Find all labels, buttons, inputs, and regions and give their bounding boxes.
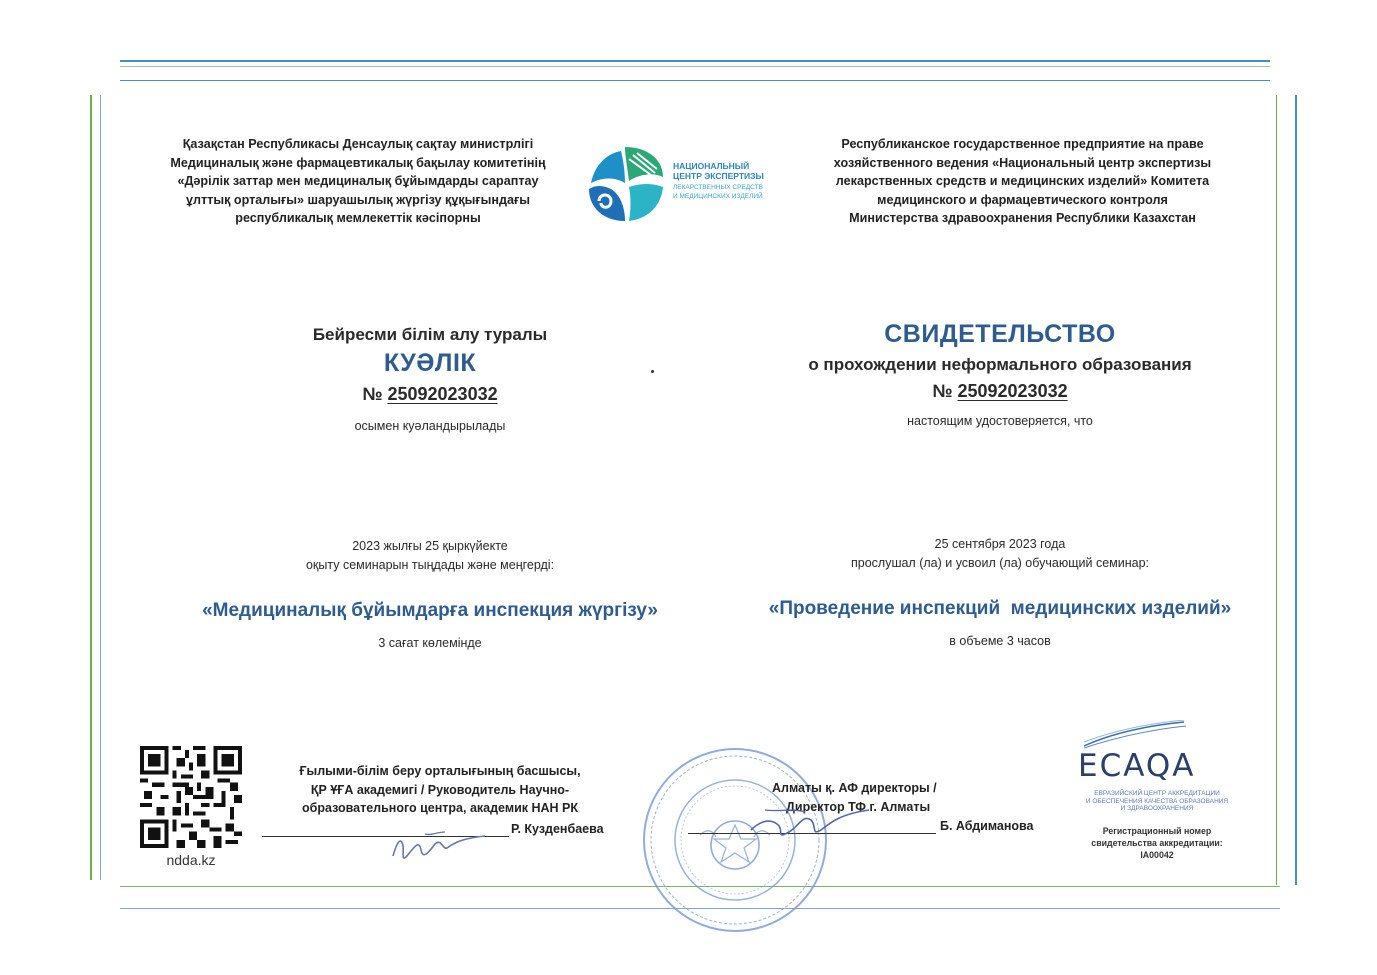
ecaqa-block: [1072, 720, 1242, 861]
header-left-line: Қазақстан Республикасы Денсаулық сақтау министрлігі: [182, 137, 534, 151]
kz-number: [230, 384, 630, 405]
site-label: ndda.kz: [166, 852, 216, 868]
logo-line: ЛЕКАРСТВЕННЫХ СРЕДСТВ: [673, 184, 763, 191]
kz-date: 2023 жылғы 25 қыркүйекте: [352, 539, 508, 553]
header-right-line: лекарственных средств и медицинских изделий» Комитета: [835, 174, 1210, 188]
ecaqa-desc-line: ЕВРАЗИЙСКИЙ ЦЕНТР АККРЕДИТАЦИИ: [1094, 790, 1220, 797]
frame-right-line-2: [1295, 95, 1297, 885]
frame-top-line-2: [120, 80, 1270, 81]
logo-line: НАЦИОНАЛЬНЫЙ: [673, 161, 750, 171]
ru-title: СВИДЕТЕЛЬСТВО: [884, 320, 1116, 348]
sig1-name: Р. Кузденбаева: [511, 822, 604, 836]
ru-number-value: 25092023032: [957, 381, 1068, 401]
ecaqa-reg-line: свидетельства аккредитации:: [1091, 837, 1223, 848]
ecaqa-swoosh-icon: [1080, 720, 1190, 750]
ru-attended: прослушал (ла) и усвоил (ла) обучающий семинар:: [850, 556, 1150, 570]
ecaqa-desc-line: И ОБЕСПЕЧЕНИЯ КАЧЕСТВА ОБРАЗОВАНИЯ: [1085, 797, 1229, 805]
sig1-title: [270, 762, 610, 818]
header-right-line: медицинского и фармацевтического контроля: [877, 192, 1168, 207]
ndda-logo: [585, 143, 785, 228]
ru-number-prefix: №: [932, 381, 953, 401]
ecaqa-desc-line: И ЗДРАВООХРАНЕНИЯ: [1120, 805, 1194, 812]
header-right-line: хозяйственного ведения «Национальный центр экспертизы: [833, 155, 1212, 170]
kz-intro: Бейресми білім алу туралы: [312, 325, 548, 344]
frame-left-line: [90, 95, 92, 880]
header-left-line: ұлттық орталығы» шаруашылық жүргізу құқығындағы: [185, 192, 530, 207]
ru-number: [760, 381, 1240, 402]
ecaqa-reg-line: IA00042: [1140, 849, 1174, 860]
ru-course: «Проведение инспекций медицинских изделий»: [768, 598, 1232, 619]
sig2-name: Б. Абдиманова: [940, 819, 1034, 833]
header-left: [118, 135, 598, 228]
sig2-line: Директор ТФ г. Алматы: [786, 799, 931, 814]
kz-number-prefix: №: [362, 384, 383, 404]
ecaqa-reg-line: Регистрационный номер: [1102, 825, 1212, 836]
kz-hours: 3 сағат көлемінде: [378, 636, 482, 650]
ndda-logo-title: [673, 161, 764, 181]
ecaqa-desc: [1072, 790, 1242, 813]
sig2-signature: [745, 800, 875, 848]
ecaqa-logo: ECAQA: [1078, 748, 1196, 784]
header-right: [790, 135, 1255, 228]
frame-right-line: [1276, 95, 1277, 885]
kz-number-value: 25092023032: [387, 384, 498, 404]
ecaqa-reg: [1072, 825, 1242, 861]
header-left-line: «Дәрілік заттар мен медициналық бұйымдарды сараптау: [177, 174, 539, 188]
sig1-line: Ғылыми-білім беру орталығының басшысы,: [299, 764, 581, 778]
sig1-signature: [385, 826, 495, 866]
kz-title: КУӘЛІК: [383, 349, 477, 377]
logo-line: И МЕДИЦИНСКИХ ИЗДЕЛИЙ: [673, 193, 763, 200]
sig1-line: ҚР ҰҒА академигі / Руководитель Научно-: [310, 782, 570, 797]
ru-certify: настоящим удостоверяется, что: [907, 414, 1093, 428]
header-left-line: республикалық мемлекеттік кәсіпорны: [235, 211, 481, 225]
header-left-line: Медициналық және фармацевтикалық бақылау комитетінің: [170, 155, 546, 170]
kz-certify: осымен куәландырылады: [354, 419, 506, 433]
kz-course: «Медициналық бұйымдарға инспекция жүргізу»: [202, 600, 658, 621]
ru-date: 25 сентября 2023 года: [934, 537, 1066, 551]
sig2-line: Алматы қ. АФ директоры /: [772, 781, 937, 795]
logo-line: ЦЕНТР ЭКСПЕРТИЗЫ: [673, 171, 764, 181]
ru-intro: о прохождении неформального образования: [808, 355, 1192, 374]
ndda-logo-icon: [585, 143, 667, 225]
header-right-line: Министерства здравоохранения Республики Казахстан: [849, 211, 1196, 225]
ru-hours: в объеме 3 часов: [949, 634, 1051, 648]
qr-code[interactable]: [140, 746, 242, 848]
ru-column: [760, 320, 1240, 428]
ndda-logo-subtitle: [673, 183, 763, 201]
kz-attended: оқыту семинарын тыңдады және меңгерді:: [305, 558, 555, 572]
sig1-line: образовательного центра, академик НАН РК: [301, 801, 579, 815]
frame-left-line-2: [100, 95, 101, 880]
frame-top-line-inner: [120, 66, 1270, 67]
frame-top-line: [120, 60, 1270, 62]
center-dot: [651, 370, 654, 373]
header-right-line: Республиканское государственное предприятие на праве: [841, 137, 1204, 151]
kz-column: [230, 320, 630, 433]
